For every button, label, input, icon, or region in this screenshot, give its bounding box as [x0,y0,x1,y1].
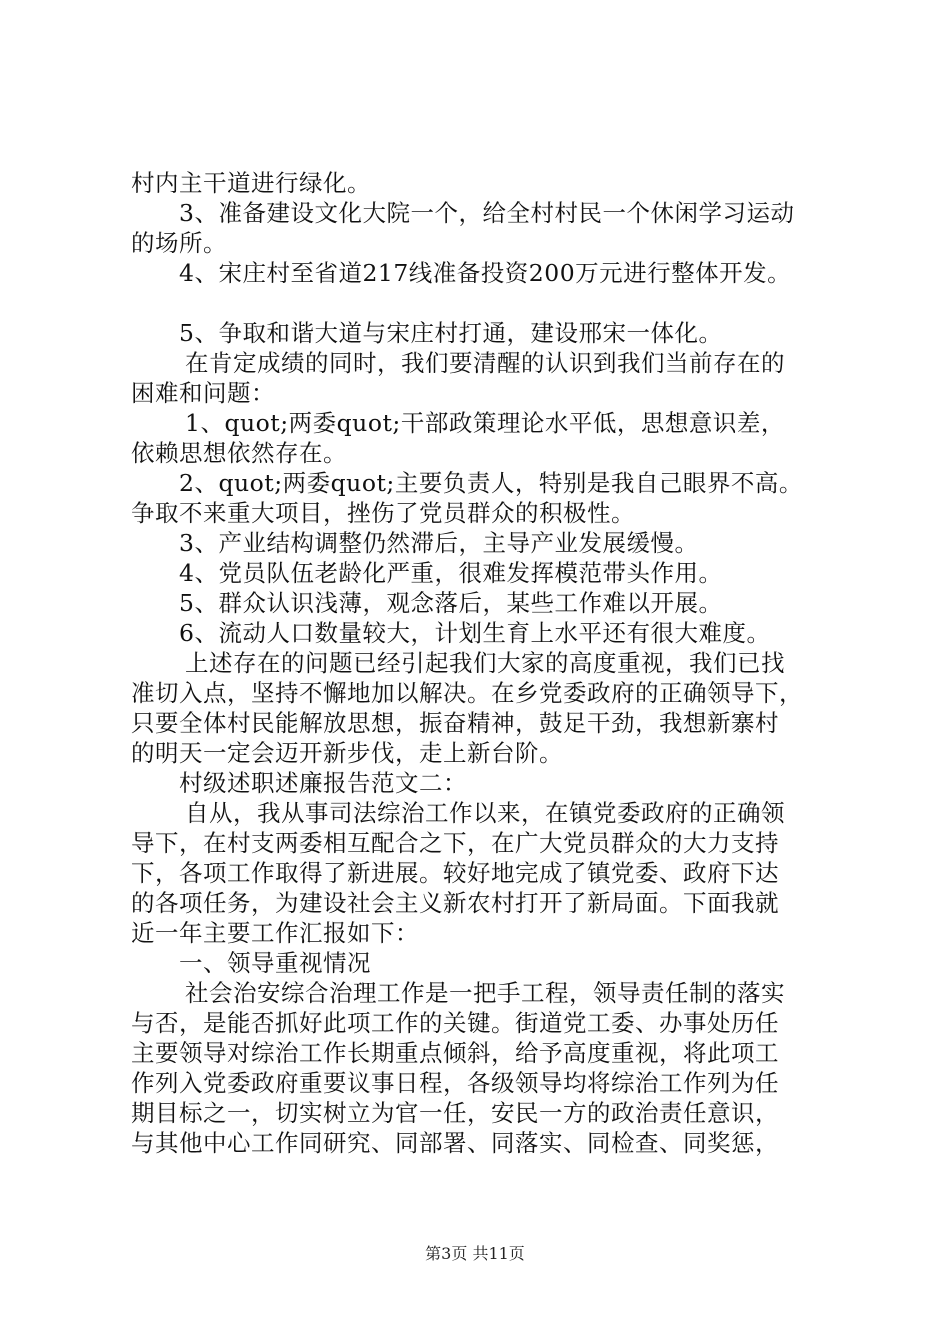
text-line: 困难和问题： [131,379,275,407]
text-line: 的各项任务，为建设社会主义新农村打开了新局面。下面我就 [131,889,779,917]
text-line: 与否，是能否抓好此项工作的关键。街道党工委、办事处历任 [131,1009,779,1037]
text-line: 2、quot;两委quot;主要负责人，特别是我自己眼界不高。 [179,469,803,497]
text-line: 的明天一定会迈开新步伐，走上新台阶。 [131,739,563,767]
text-line: 与其他中心工作同研究、同部署、同落实、同检查、同奖惩， [131,1129,779,1157]
text-line: 上述存在的问题已经引起我们大家的高度重视，我们已找 [185,649,785,677]
text-line: 的场所。 [131,229,227,257]
text-line: 3、准备建设文化大院一个，给全村村民一个休闲学习运动 [179,199,795,227]
text-line: 5、群众认识浅薄，观念落后，某些工作难以开展。 [179,589,723,617]
text-line: 6、流动人口数量较大，计划生育上水平还有很大难度。 [179,619,771,647]
text-line: 社会治安综合治理工作是一把手工程，领导责任制的落实 [185,979,785,1007]
text-line: 4、宋庄村至省道217线准备投资200万元进行整体开发。 [179,259,792,287]
section-heading: 村级述职述廉报告范文二： [179,769,467,797]
document-body [131,168,831,1158]
blank-line [131,288,831,318]
text-line: 4、党员队伍老龄化严重，很难发挥模范带头作用。 [179,559,723,587]
text-line: 争取不来重大项目，挫伤了党员群众的积极性。 [131,499,635,527]
text-line: 只要全体村民能解放思想，振奋精神，鼓足干劲，我想新寨村 [131,709,779,737]
text-line: 5、争取和谐大道与宋庄村打通，建设邢宋一体化。 [179,319,723,347]
text-line: 村内主干道进行绿化。 [131,169,371,197]
text-line: 依赖思想依然存在。 [131,439,347,467]
text-line: 准切入点，坚持不懈地加以解决。在乡党委政府的正确领导下， [131,679,803,707]
text-line: 在肯定成绩的同时，我们要清醒的认识到我们当前存在的 [185,349,785,377]
text-line: 期目标之一，切实树立为官一任，安民一方的政治责任意识， [131,1099,779,1127]
text-line: 作列入党委政府重要议事日程，各级领导均将综治工作列为任 [131,1069,779,1097]
text-line: 3、产业结构调整仍然滞后，主导产业发展缓慢。 [179,529,699,557]
page-number: 第3页 共11页 [425,1244,525,1263]
text-line: 导下，在村支两委相互配合之下，在广大党员群众的大力支持 [131,829,779,857]
text-line: 近一年主要工作汇报如下： [131,919,419,947]
text-line: 自从，我从事司法综治工作以来，在镇党委政府的正确领 [185,799,785,827]
text-line: 下，各项工作取得了新进展。较好地完成了镇党委、政府下达 [131,859,779,887]
text-line: 主要领导对综治工作长期重点倾斜，给予高度重视，将此项工 [131,1039,779,1067]
section-heading: 一、领导重视情况 [179,949,371,977]
text-line: 1、quot;两委quot;干部政策理论水平低，思想意识差， [185,409,785,437]
